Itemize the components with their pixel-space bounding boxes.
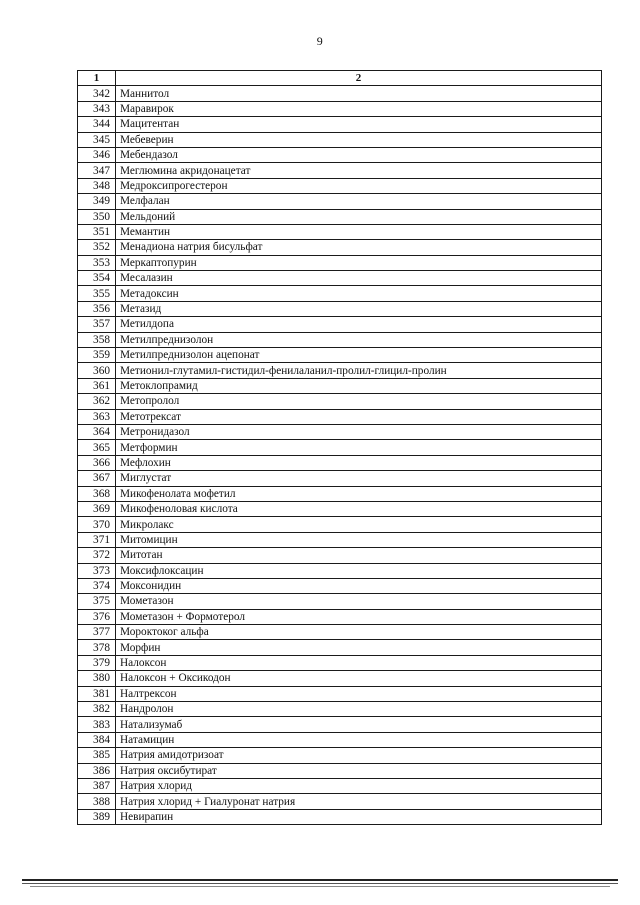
table-row [78, 702, 602, 717]
row-number: 357 [78, 317, 116, 332]
drug-name: Натрия хлорид [116, 778, 602, 793]
table-body [78, 86, 602, 825]
drug-name: Менадиона натрия бисульфат [116, 240, 602, 255]
column-header-number: 1 [78, 71, 116, 86]
drug-name: Митомицин [116, 532, 602, 547]
drug-name: Метилпреднизолон ацепонат [116, 348, 602, 363]
row-number: 369 [78, 501, 116, 516]
row-number: 371 [78, 532, 116, 547]
table-row [78, 778, 602, 793]
table-row [78, 101, 602, 116]
row-number: 388 [78, 794, 116, 809]
row-number: 362 [78, 394, 116, 409]
table-header-row [78, 71, 602, 86]
drug-name: Мометазон + Формотерол [116, 609, 602, 624]
drug-name: Натрия хлорид + Гиалуронат натрия [116, 794, 602, 809]
table-row [78, 532, 602, 547]
row-number: 383 [78, 717, 116, 732]
row-number: 384 [78, 732, 116, 747]
row-number: 353 [78, 255, 116, 270]
drug-name: Метилпреднизолон [116, 332, 602, 347]
drug-name: Маннитол [116, 86, 602, 101]
row-number: 352 [78, 240, 116, 255]
table-row [78, 671, 602, 686]
table-row [78, 625, 602, 640]
table-row [78, 301, 602, 316]
row-number: 370 [78, 517, 116, 532]
table-row [78, 332, 602, 347]
table-row [78, 132, 602, 147]
table-row [78, 609, 602, 624]
drug-name: Мороктоког альфа [116, 625, 602, 640]
row-number: 346 [78, 147, 116, 162]
row-number: 380 [78, 671, 116, 686]
row-number: 389 [78, 809, 116, 824]
table-row [78, 655, 602, 670]
drug-name: Метопролол [116, 394, 602, 409]
table-row [78, 409, 602, 424]
row-number: 385 [78, 748, 116, 763]
table-row [78, 209, 602, 224]
drug-name: Микофенолата мофетил [116, 486, 602, 501]
table-row [78, 578, 602, 593]
row-number: 378 [78, 640, 116, 655]
drug-name: Налтрексон [116, 686, 602, 701]
row-number: 344 [78, 117, 116, 132]
table-row [78, 732, 602, 747]
drug-name: Мебендазол [116, 147, 602, 162]
table-row [78, 178, 602, 193]
row-number: 358 [78, 332, 116, 347]
table-row [78, 286, 602, 301]
row-number: 386 [78, 763, 116, 778]
drug-name: Меглюмина акридонацетат [116, 163, 602, 178]
table-row [78, 717, 602, 732]
row-number: 361 [78, 378, 116, 393]
table-row [78, 455, 602, 470]
table-row [78, 548, 602, 563]
drug-name: Мацитентан [116, 117, 602, 132]
table-row [78, 640, 602, 655]
drug-name: Мебеверин [116, 132, 602, 147]
drug-name: Мелфалан [116, 194, 602, 209]
page-number: 9 [316, 34, 324, 48]
row-number: 375 [78, 594, 116, 609]
footer-rule [22, 879, 618, 881]
table-row [78, 147, 602, 162]
row-number: 381 [78, 686, 116, 701]
table-row [78, 486, 602, 501]
table-row [78, 86, 602, 101]
row-number: 379 [78, 655, 116, 670]
drug-name: Меркаптопурин [116, 255, 602, 270]
drug-name: Мельдоний [116, 209, 602, 224]
drug-name: Маравирок [116, 101, 602, 116]
drug-name: Месалазин [116, 271, 602, 286]
column-header-name: 2 [116, 71, 602, 86]
table-row [78, 271, 602, 286]
table-row [78, 517, 602, 532]
drug-name: Метилдопа [116, 317, 602, 332]
drug-name: Налоксон [116, 655, 602, 670]
table-row [78, 117, 602, 132]
row-number: 373 [78, 563, 116, 578]
table-row [78, 348, 602, 363]
table-row [78, 686, 602, 701]
drug-name: Микофеноловая кислота [116, 501, 602, 516]
row-number: 355 [78, 286, 116, 301]
row-number: 372 [78, 548, 116, 563]
footer-rule-thin [22, 883, 618, 884]
row-number: 348 [78, 178, 116, 193]
row-number: 360 [78, 363, 116, 378]
table-row [78, 424, 602, 439]
drug-name: Невирапин [116, 809, 602, 824]
drug-name: Медроксипрогестерон [116, 178, 602, 193]
row-number: 377 [78, 625, 116, 640]
drug-name: Метионил-глутамил-гистидил-фенилаланил-пролил-глицил-пролин [116, 363, 602, 378]
table-row [78, 501, 602, 516]
table-row [78, 748, 602, 763]
table-row [78, 471, 602, 486]
row-number: 368 [78, 486, 116, 501]
table-row [78, 440, 602, 455]
table-row [78, 255, 602, 270]
drug-name: Натрия оксибутират [116, 763, 602, 778]
row-number: 363 [78, 409, 116, 424]
drug-name: Миглустат [116, 471, 602, 486]
row-number: 387 [78, 778, 116, 793]
row-number: 366 [78, 455, 116, 470]
table-row [78, 809, 602, 824]
drug-name: Метотрексат [116, 409, 602, 424]
row-number: 376 [78, 609, 116, 624]
drug-name: Нандролон [116, 702, 602, 717]
row-number: 382 [78, 702, 116, 717]
row-number: 343 [78, 101, 116, 116]
table-row [78, 194, 602, 209]
row-number: 367 [78, 471, 116, 486]
table-row [78, 594, 602, 609]
row-number: 354 [78, 271, 116, 286]
drug-name: Мометазон [116, 594, 602, 609]
row-number: 342 [78, 86, 116, 101]
table-row [78, 363, 602, 378]
table-row [78, 163, 602, 178]
drug-name: Моксонидин [116, 578, 602, 593]
table-row [78, 378, 602, 393]
footer-rule-faint [30, 886, 610, 887]
drug-name: Налоксон + Оксикодон [116, 671, 602, 686]
drug-name: Микролакс [116, 517, 602, 532]
row-number: 364 [78, 424, 116, 439]
row-number: 350 [78, 209, 116, 224]
table-row [78, 317, 602, 332]
row-number: 345 [78, 132, 116, 147]
row-number: 365 [78, 440, 116, 455]
drug-name: Натамицин [116, 732, 602, 747]
row-number: 347 [78, 163, 116, 178]
drug-name: Натрия амидотризоат [116, 748, 602, 763]
table-row [78, 224, 602, 239]
row-number: 349 [78, 194, 116, 209]
drug-name: Мефлохин [116, 455, 602, 470]
drug-name: Метадоксин [116, 286, 602, 301]
table-row [78, 563, 602, 578]
drug-name: Натализумаб [116, 717, 602, 732]
drug-name: Митотан [116, 548, 602, 563]
table-row [78, 394, 602, 409]
table-row [78, 240, 602, 255]
drug-name: Метронидазол [116, 424, 602, 439]
table-row [78, 794, 602, 809]
drug-name: Морфин [116, 640, 602, 655]
row-number: 359 [78, 348, 116, 363]
drug-list-table [77, 70, 602, 825]
drug-name: Метазид [116, 301, 602, 316]
drug-name: Метоклопрамид [116, 378, 602, 393]
table-row [78, 763, 602, 778]
row-number: 351 [78, 224, 116, 239]
drug-name: Метформин [116, 440, 602, 455]
drug-name: Мемантин [116, 224, 602, 239]
row-number: 356 [78, 301, 116, 316]
drug-name: Моксифлоксацин [116, 563, 602, 578]
row-number: 374 [78, 578, 116, 593]
